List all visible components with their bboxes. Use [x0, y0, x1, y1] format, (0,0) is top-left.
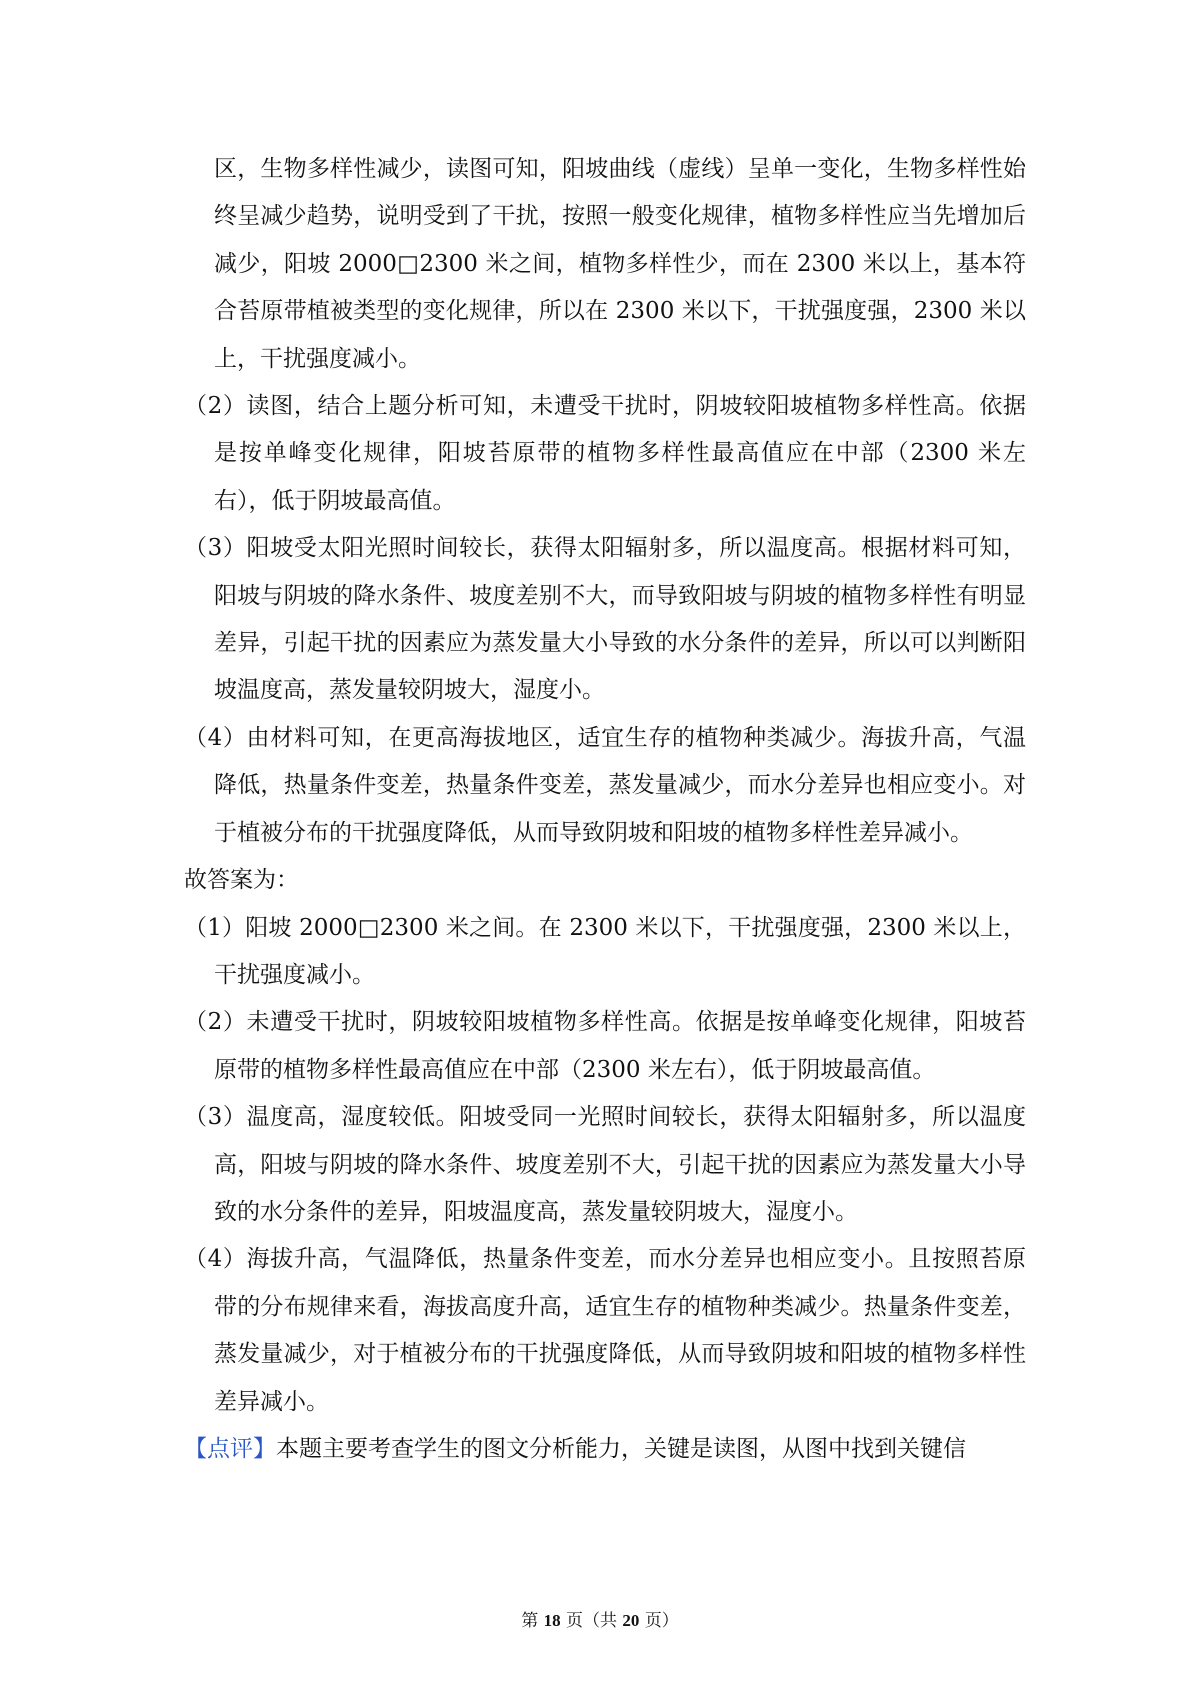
footer-prefix: 第 [521, 1611, 539, 1631]
answer-4: （4）海拔升高，气温降低，热量条件变差，而水分差异也相应变小。且按照苔原带的分布规律来看，海拔高度升高，适宜生存的植物种类减少。热量条件变差，蒸发量减少，对于植被分布的干扰强度降低，从而导致阴坡和阳坡的植物多样性差异减小。 [184, 1246, 1026, 1415]
paragraph-analysis-1-continued: 区，生物多样性减少，读图可知，阳坡曲线（虚线）呈单一变化，生物多样性始终呈减少趋势，说明受到了干扰，按照一般变化规律，植物多样性应当先增加后减少，阳坡 2000□2300 米之间，植物多样性少，而在 2300 米以上，基本符合苔原带植被类型的变化规律，所以在 2300 米以下，干扰强度强，2300 米以上，干扰强度减小。 [214, 156, 1026, 372]
footer-page-number: 18 [543, 1611, 561, 1630]
answer-3: （3）温度高，湿度较低。阳坡受同一光照时间较长，获得太阳辐射多，所以温度高，阳坡与阴坡的降水条件、坡度差别不大，引起干扰的因素应为蒸发量大小导致的水分条件的差异，阳坡温度高，蒸发量较阴坡大，湿度小。 [184, 1104, 1026, 1225]
page-footer [0, 1610, 1200, 1632]
paragraph-analysis-3: （3）阳坡受太阳光照时间较长，获得太阳辐射多，所以温度高。根据材料可知，阳坡与阴坡的降水条件、坡度差别不大，而导致阳坡与阴坡的植物多样性有明显差异，引起干扰的因素应为蒸发量大小导致的水分条件的差异，所以可以判断阳坡温度高，蒸发量较阴坡大，湿度小。 [184, 535, 1026, 704]
footer-middle: 页（共 [566, 1611, 617, 1631]
comment-tag: 【点评】 [184, 1435, 276, 1462]
answer-heading: 故答案为： [184, 867, 299, 894]
comment-text: 本题主要考查学生的图文分析能力，关键是读图，从图中找到关键信 [276, 1435, 966, 1462]
answer-2: （2）未遭受干扰时，阴坡较阳坡植物多样性高。依据是按单峰变化规律，阳坡苔原带的植物多样性最高值应在中部（2300 米左右），低于阴坡最高值。 [184, 1009, 1026, 1083]
footer-suffix: 页） [644, 1611, 679, 1631]
paragraph-analysis-4: （4）由材料可知，在更高海拔地区，适宜生存的植物种类减少。海拔升高，气温降低，热量条件变差，热量条件变差，蒸发量减少，而水分差异也相应变小。对于植被分布的干扰强度降低，从而导致阴坡和阳坡的植物多样性差异减小。 [184, 724, 1026, 846]
footer-total-pages: 20 [622, 1611, 640, 1630]
paragraph-analysis-2: （2）读图，结合上题分析可知，未遭受干扰时，阴坡较阳坡植物多样性高。依据是按单峰变化规律，阳坡苔原带的植物多样性最高值应在中部（2300 米左右），低于阴坡最高值。 [184, 393, 1026, 514]
page-body [184, 146, 1026, 1473]
comment-paragraph [184, 1426, 1026, 1473]
answer-1: （1）阳坡 2000□2300 米之间。在 2300 米以下，干扰强度强，2300 米以上，干扰强度减小。 [184, 914, 1026, 988]
